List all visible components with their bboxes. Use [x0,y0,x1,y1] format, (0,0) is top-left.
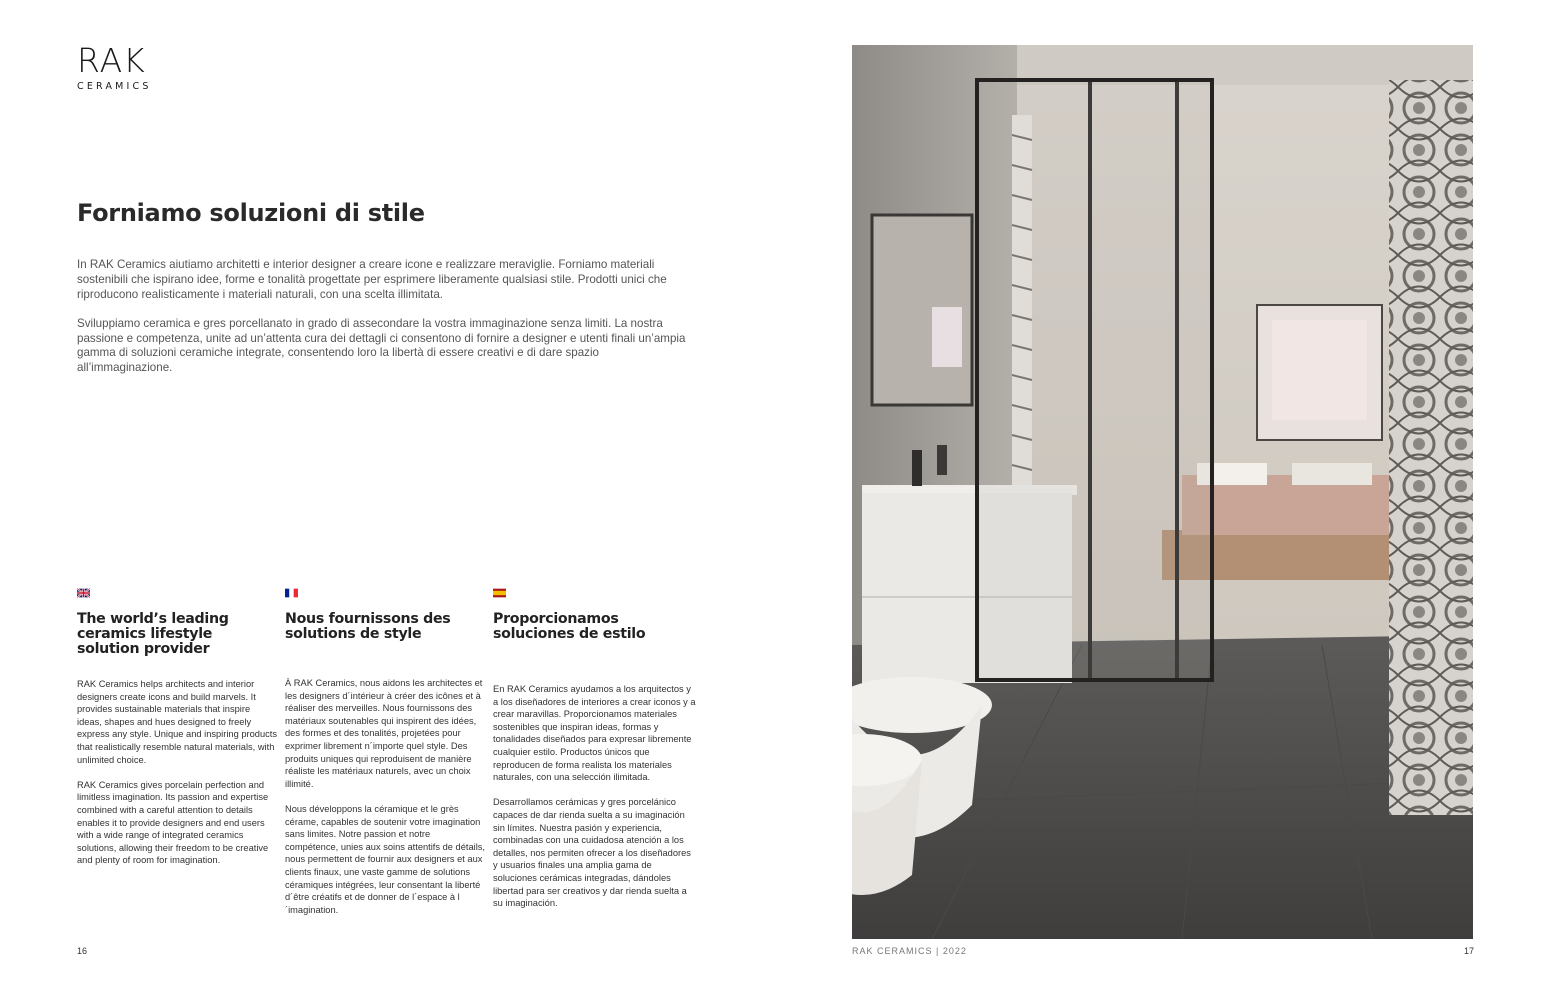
column-title: Nous fournissons des solutions de style [285,611,451,642]
column-paragraph: En RAK Ceramics ayudamos a los arquitectos y a los diseñadores de interiores a crear iconos y a crear maravillas. Proporcionamos materiales sostenibles que inspiran ideas, formas y tonalidades diseñados para expresar libremente cualquier estilo. Productos únicos que reproducen de forma realista los materiales naturales, con una selección ilimitada. [493,684,696,783]
column-body [77,678,277,867]
column-title: The world’s leading ceramics lifestyle solution provider [77,611,229,657]
spain-flag-icon [493,588,506,598]
intro-text [77,258,697,376]
france-flag-icon [285,588,298,598]
uk-flag-icon [77,588,90,598]
french-column [285,588,485,916]
page-number-right: 17 [1464,946,1475,956]
page-title: Forniamo soluzioni di stile [77,199,425,227]
column-paragraph: Desarrollamos cerámicas y gres porcelánico capaces de dar rienda suelta a su imaginación sin límites. Nuestra pasión y experiencia, combinadas con una cuidadosa atención a los detalles, nos permiten ofrecer a los diseñadores y usuarios finales una amplia gama de soluciones cerámicas integradas, dándoles libertad para ser creativos y dar rienda suelta a su imaginación. [493,797,691,909]
interior-illustration [852,45,1473,939]
logo-subtitle: CERAMICS [77,81,152,92]
bathroom-bedroom-photo [852,45,1473,939]
intro-paragraph: In RAK Ceramics aiutiamo architetti e interior designer a creare icone e realizzare meraviglie. Forniamo materiali sostenibili che ispirano idee, forme e tonalità progettate per esprimere liberamente qualsiasi stile. Prodotti unici che riproducono realisticamente i materiali naturali, con una scelta illimitata. [77,258,667,301]
logo-wordmark: RAK [77,41,146,80]
footer-brand: RAK CERAMICS | 2022 [852,946,967,956]
spanish-column [493,588,698,910]
column-paragraph: À RAK Ceramics, nous aidons les architectes et les designers d´intérieur à créer des icônes et à réaliser des merveilles. Nous fournissons des matériaux soutenables qui inspirent des idées, des formes et des tonalités, projetées pour exprimer librement n´importe quel style. Des produits uniques qui reproduisent de manière réaliste les matériaux naturels, avec un choix illimité. [285,678,483,789]
column-title: Proporcionamos soluciones de estilo [493,611,646,642]
column-paragraph: RAK Ceramics helps architects and interior designers create icons and build marvels. It provides sustainable materials that inspire ideas, shapes and hues designed to freely express any style. Unique and inspiring products that realistically resemble natural materials, with unlimited choice. [77,679,277,765]
column-body [493,683,698,910]
rak-ceramics-logo [77,41,167,92]
column-paragraph: Nous développons la céramique et le grès cérame, capables de soutenir votre imagination sans limites. Notre passion et notre compétence, unies aux soins attentifs de détails, nous permettent de fournir aux designers et aux clients finaux, une vaste gamme de solutions céramiques intégrées, leur consentant la liberté d´être créatifs et de donner de l´espace à l´imagination. [285,803,486,915]
intro-paragraph: Sviluppiamo ceramica e gres porcellanato in grado di assecondare la vostra immaginazione senza limiti. La nostra passione e competenza, unite ad un’attenta cura dei dettagli ci consentono di fornire a designer e utenti finali un’ampia gamma di soluzioni ceramiche integrate, consentendo loro la libertà di essere creativi e di dare spazio all’immaginazione. [77,316,686,375]
english-column [77,588,277,867]
column-paragraph: RAK Ceramics gives porcelain perfection and limitless imagination. Its passion and expertise combined with a careful attention to details enables it to provide designers and end users with a wide range of integrated ceramics solutions, allowing their freedom to be creative and plenty of room for imagination. [77,779,269,866]
page-number-left: 16 [77,946,88,956]
column-body [285,677,485,916]
